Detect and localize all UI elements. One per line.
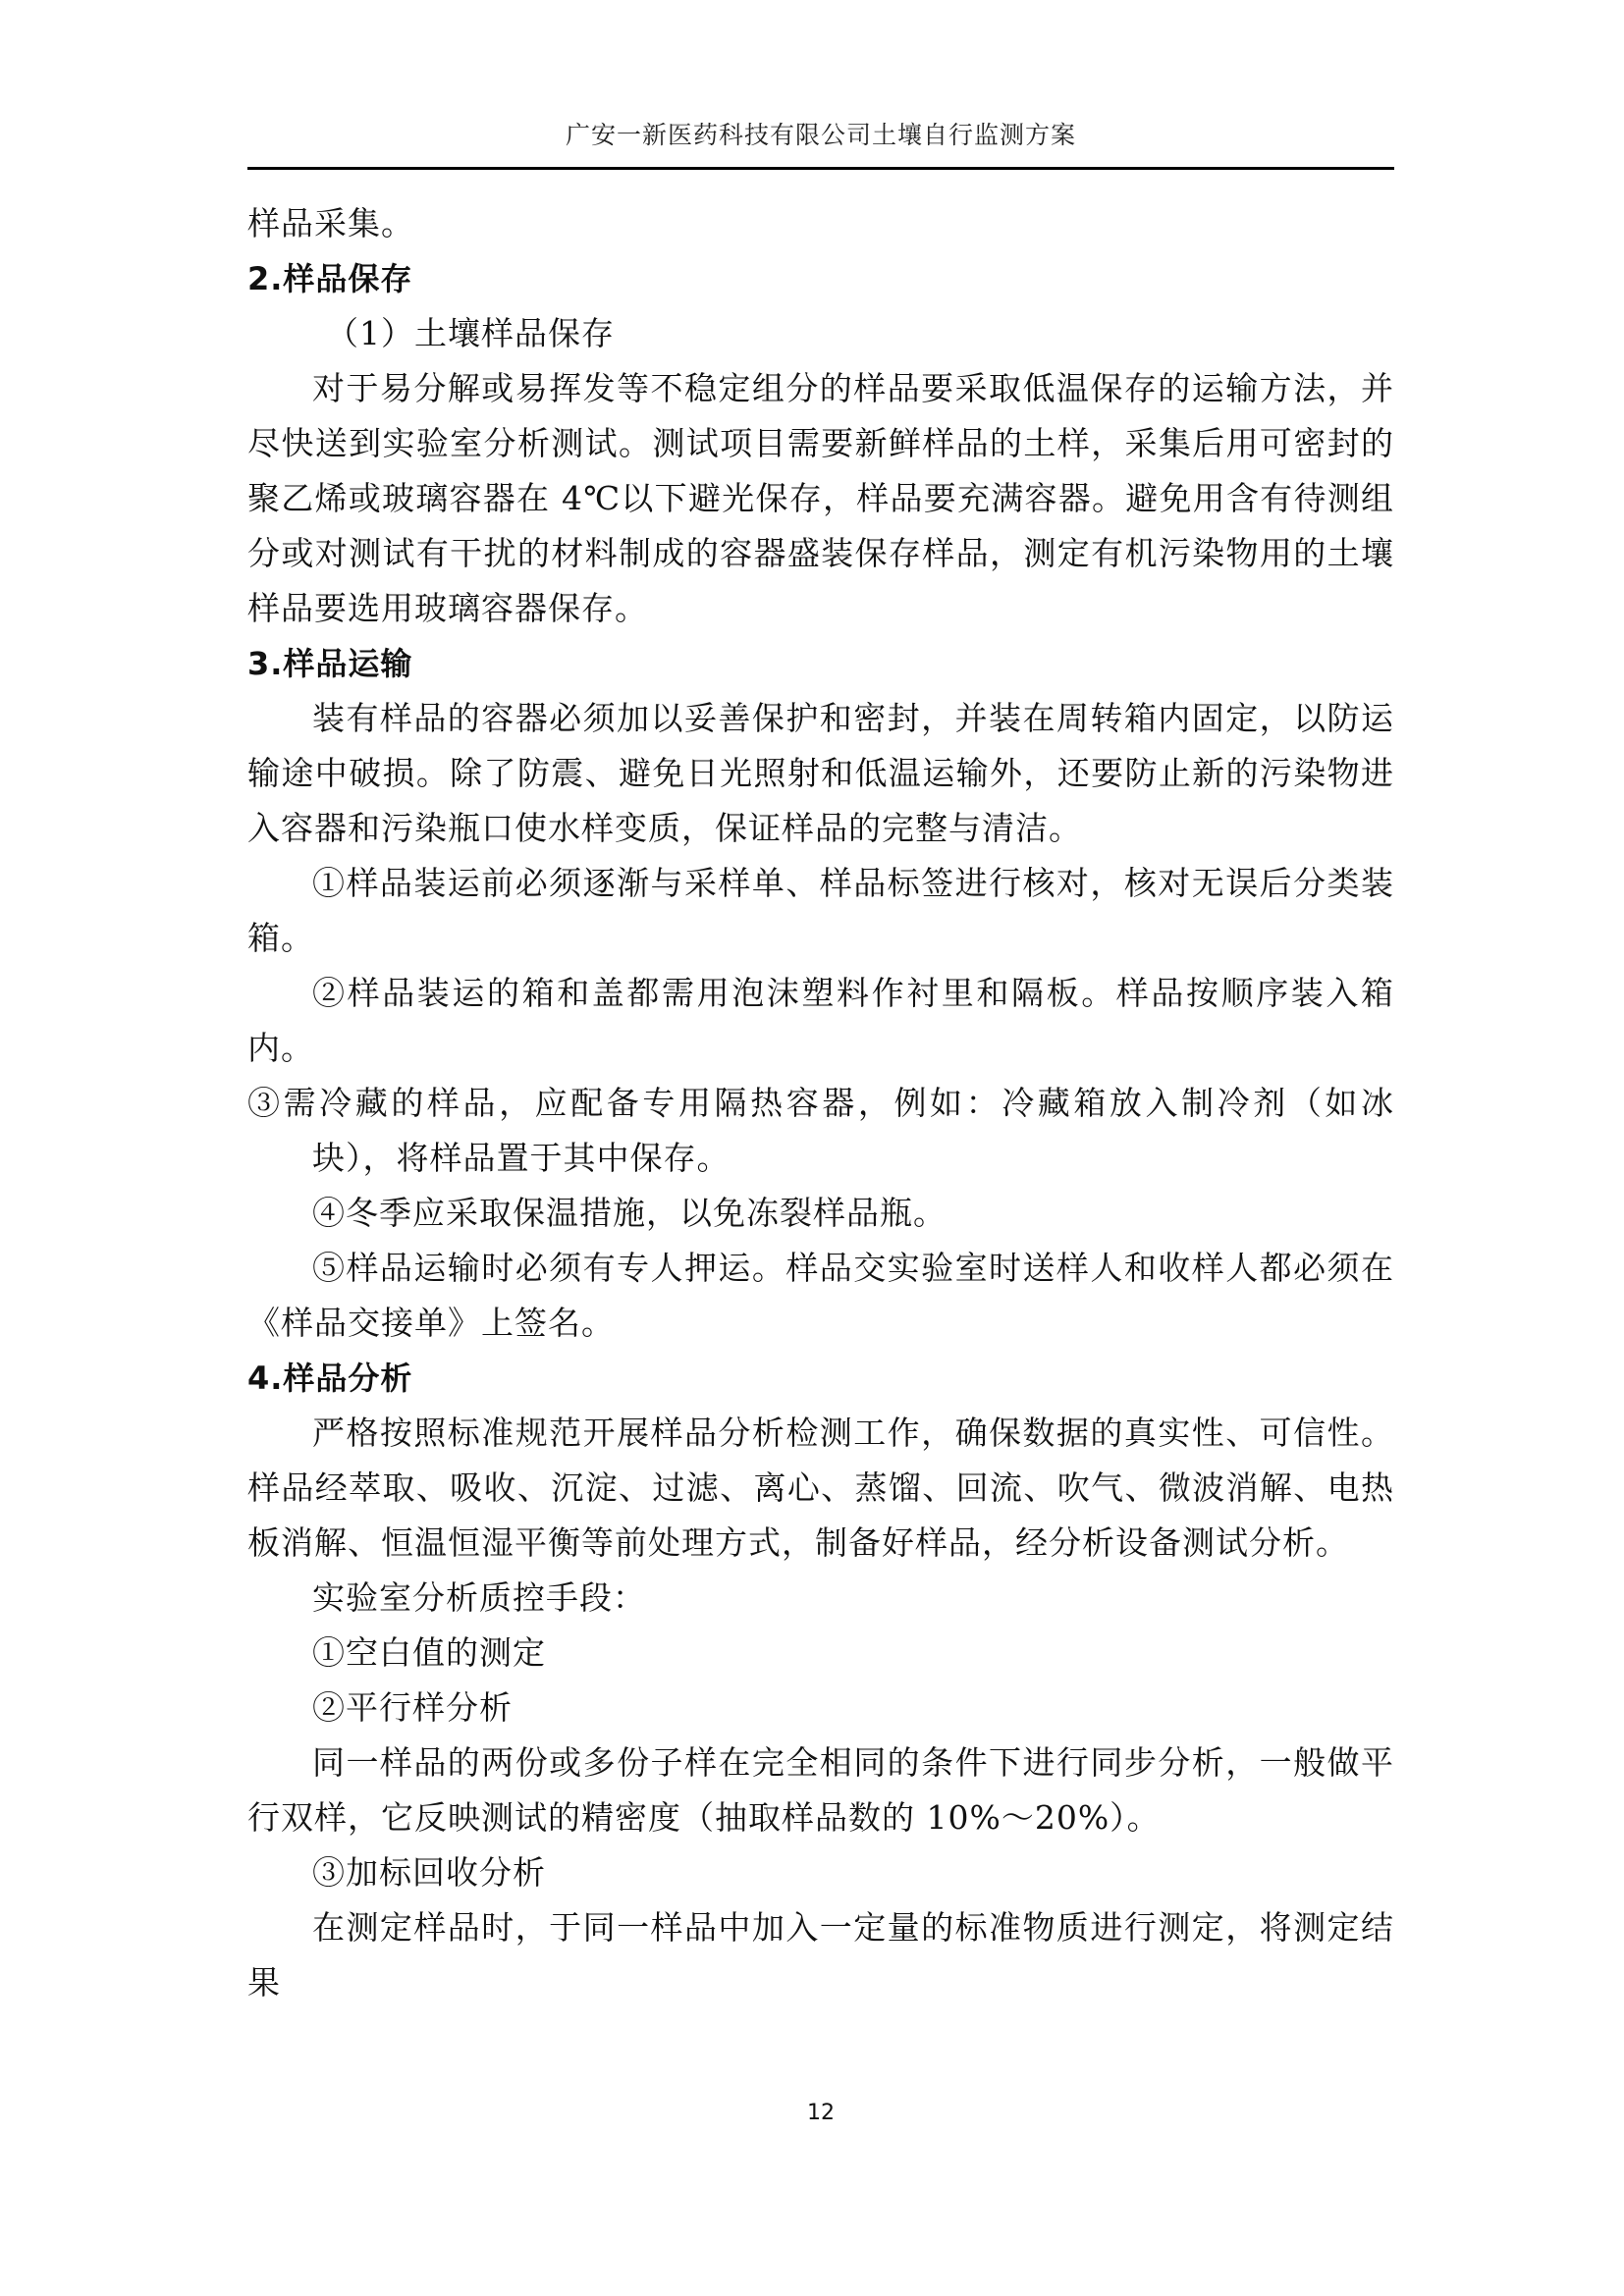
paragraph: 样品采集。 [247,204,414,242]
document-body [247,196,1394,2010]
paragraph: 实验室分析质控手段： [312,1578,646,1617]
section-heading: 2.样品保存 [247,260,413,297]
list-item: ①空白值的测定 [312,1633,546,1672]
list-item: ③需冷藏的样品，应配备专用隔热容器，例如：冷藏箱放入制冷剂（如冰块），将样品置于其中保存。 [247,1084,1394,1177]
list-item: ②平行样分析 [312,1688,513,1727]
list-item: ②样品装运的箱和盖都需用泡沫塑料作衬里和隔板。样品按顺序装入箱内。 [247,974,1394,1067]
list-item: ③加标回收分析 [312,1853,546,1892]
page-header: 广安一新医药科技有限公司土壤自行监测方案 [565,121,1076,149]
list-item: ⑤样品运输时必须有专人押运。样品交实验室时送样人和收样人都必须在《样品交接单》上签名。 [247,1249,1394,1342]
section-heading: 4.样品分析 [247,1360,413,1397]
list-item: ④冬季应采取保温措施，以免冻裂样品瓶。 [312,1194,947,1232]
paragraph: 同一样品的两份或多份子样在完全相同的条件下进行同步分析，一般做平行双样，它反映测试的精密度（抽取样品数的 10%～20%）。 [247,1743,1394,1837]
paragraph: 装有样品的容器必须加以妥善保护和密封，并装在周转箱内固定，以防运输途中破损。除了防震、避免日光照射和低温运输外，还要防止新的污染物进入容器和污染瓶口使水样变质，保证样品的完整与清洁。 [247,699,1394,847]
section-heading: 3.样品运输 [247,645,413,682]
page-number: 12 [807,2101,835,2125]
header-rule [247,167,1394,170]
paragraph: 在测定样品时，于同一样品中加入一定量的标准物质进行测定，将测定结果 [247,1908,1394,2002]
paragraph: 对于易分解或易挥发等不稳定组分的样品要采取低温保存的运输方法，并尽快送到实验室分析测试。测试项目需要新鲜样品的土样，采集后用可密封的聚乙烯或玻璃容器在 4℃以下避光保存，样品要充满容器。避免用含有待测组分或对测试有干扰的材料制成的容器盛装保存样品，测定有机污染物用的土壤样品要选用玻璃容器保存。 [247,369,1394,627]
list-item: ①样品装运前必须逐渐与采样单、样品标签进行核对，核对无误后分类装箱。 [247,864,1394,957]
paragraph: 严格按照标准规范开展样品分析检测工作，确保数据的真实性、可信性。样品经萃取、吸收、沉淀、过滤、离心、蒸馏、回流、吹气、微波消解、电热板消解、恒温恒湿平衡等前处理方式，制备好样品，经分析设备测试分析。 [247,1414,1394,1562]
subsection-heading: （1）土壤样品保存 [326,314,615,352]
